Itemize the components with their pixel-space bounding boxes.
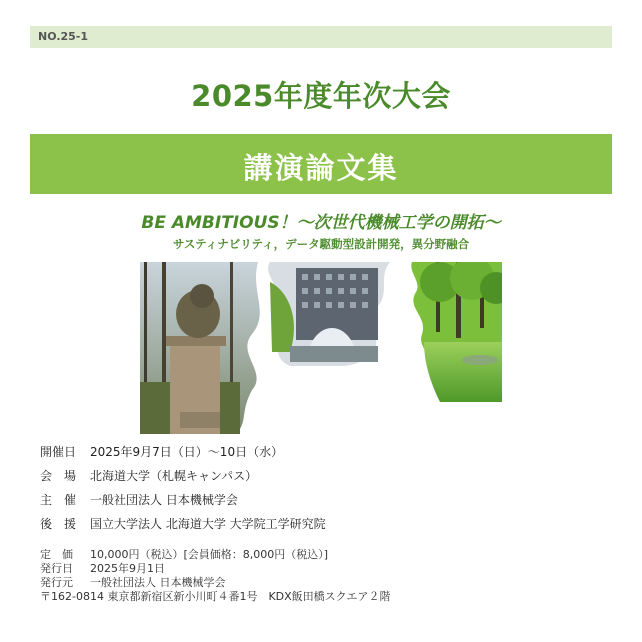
banner-title: 講演論文集 <box>243 151 399 185</box>
info-row-support <box>40 516 326 540</box>
info-value: 2025年9月7日（日）〜10日（水） <box>90 445 284 459</box>
publisher-line <box>40 576 390 590</box>
info-value: 一般社団法人 日本機械学会 <box>90 493 238 507</box>
issue-date-label: 発行日 <box>40 562 73 575</box>
event-info <box>40 444 326 540</box>
info-row-venue <box>40 468 326 492</box>
publisher-value: 一般社団法人 日本機械学会 <box>90 576 226 589</box>
info-label: 会 場 <box>40 469 77 483</box>
info-row-organizer <box>40 492 326 516</box>
price-value: 10,000円（税込）[会員価格：8,000円（税込）] <box>90 548 329 561</box>
info-label: 開催日 <box>40 445 77 459</box>
publication-info <box>40 548 390 604</box>
publisher-label: 発行元 <box>40 576 73 589</box>
park-photo <box>411 262 502 402</box>
issue-date-line <box>40 562 390 576</box>
info-row-date <box>40 444 326 468</box>
document-code-bar <box>30 26 612 48</box>
building-fountain-photo <box>268 262 390 366</box>
issue-date-value: 2025年9月1日 <box>90 562 165 575</box>
document-code: NO.25-1 <box>38 30 89 43</box>
info-value: 北海道大学（札幌キャンパス） <box>90 469 258 483</box>
proceedings-banner <box>30 134 612 194</box>
price-label: 定 価 <box>40 548 73 561</box>
conference-subtheme: サスティナビリティ，データ駆動型設計開発，異分野融合 <box>172 237 470 251</box>
info-label: 後 援 <box>40 517 77 531</box>
main-title: 2025年度年次大会 <box>191 79 451 113</box>
publisher-address: 〒162-0814 東京都新宿区新小川町４番1号 KDX飯田橋スクエア２階 <box>40 590 391 603</box>
statue-photo <box>140 262 260 434</box>
info-value: 国立大学法人 北海道大学 大学院工学研究院 <box>90 517 326 531</box>
info-label: 主 催 <box>40 493 77 507</box>
price-line <box>40 548 390 562</box>
campus-photo-collage <box>140 262 502 434</box>
conference-theme: BE AMBITIOUS！〜次世代機械工学の開拓〜 <box>141 213 501 233</box>
